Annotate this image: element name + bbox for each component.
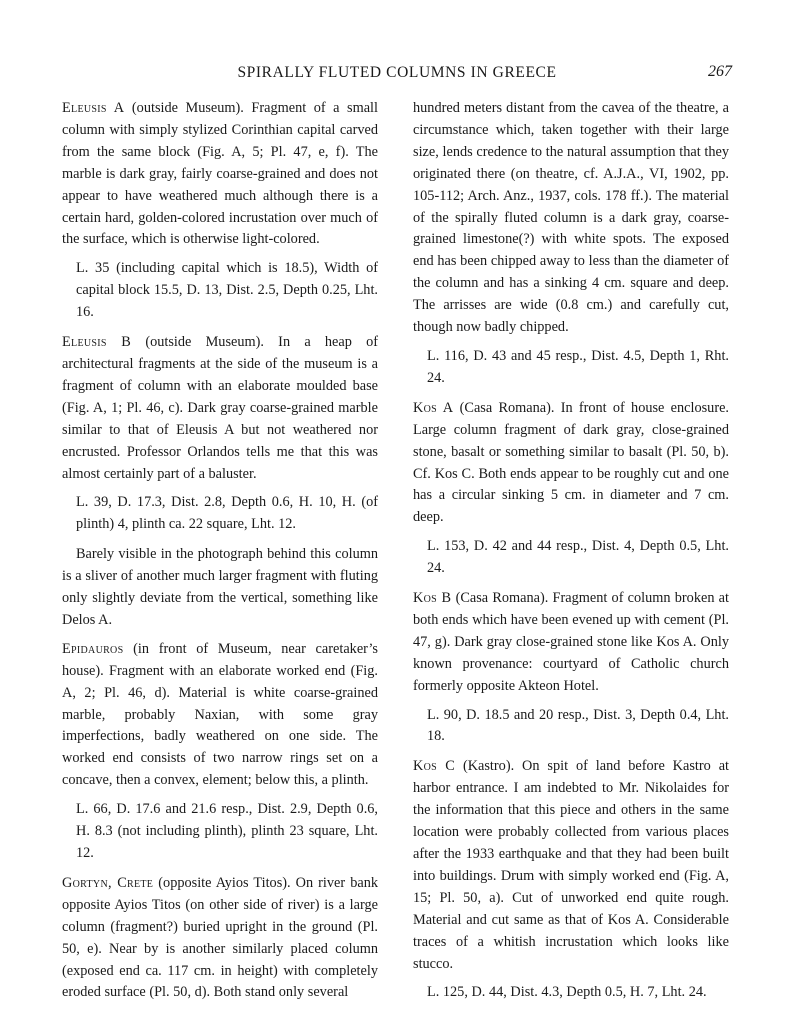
entry-heading: Kos B bbox=[413, 590, 452, 607]
measurements-kos-a: L. 153, D. 42 and 44 resp., Dist. 4, Depth 0.5, Lht. 24. bbox=[427, 538, 729, 577]
entry-heading: Eleusis B bbox=[62, 334, 132, 351]
entry-eleusis-a bbox=[62, 98, 378, 251]
entry-text: (outside Museum). Fragment of a small column with simply stylized Corinthian capital carved from the same block (Fig. A, 5; Pl. 47, e, f). The marble is dark gray, fairly coarse-grained and does not appear to have weathered much although there is a certain hard, golden-colored incrustation over much of the surface, which is otherwise light-colored. bbox=[62, 100, 378, 248]
entry-kos-c bbox=[413, 756, 729, 975]
entry-text: (outside Museum). In a heap of architectural fragments at the side of the museum is a fragment of column with an elaborate moulded base (Fig. A, 1; Pl. 46, c). Dark gray coarse-grained marble similar to that of Eleusis A but not weathered nor encrusted. Professor Orlandos tells me that this was almost certainly part of a baluster. bbox=[62, 334, 378, 482]
entry-text: (in front of Museum, near caretaker’s house). Fragment with an elaborate worked end (Fig. A, 2; Pl. 46, d). Material is white coarse-grained marble, probably Naxian, with some gray imperfections, badly weathered on one side. The worked end consists of two narrow rings set on a concave, then a convex, element; below this, a plinth. bbox=[62, 640, 378, 789]
entry-epidauros bbox=[62, 639, 378, 792]
entry-heading: Eleusis A bbox=[62, 100, 125, 116]
running-head bbox=[62, 62, 732, 86]
left-column bbox=[62, 98, 378, 1011]
entry-gortyn bbox=[62, 873, 378, 1004]
entry-text: (opposite Ayios Titos). On river bank opposite Ayios Titos (on other side of river) is a large column (fragment?) buried upright in the ground (Pl. 50, e). Near by is another similarly placed column (exposed end ca. 117 cm. in height) with completely eroded surface (Pl. 50, d). Both stand only several bbox=[62, 874, 378, 1001]
entry-heading: Gortyn, Crete bbox=[62, 874, 154, 891]
entry-text: (Kastro). On spit of land before Kastro at harbor entrance. I am indebted to Mr. Nikolaides for the information that this piece and others in the same location were probably collected from various places after the 1933 earthquake and that they had been built into buildings. Drum with simply worked end (Fig. A, 15; Pl. 50, a). Cut of unworked end quite rough. Material and cut same as that of Kos A. Considerable traces of a whitish incrustation which looks like stucco. bbox=[413, 758, 730, 972]
entry-kos-a bbox=[413, 398, 729, 529]
entry-heading: Epidauros bbox=[62, 640, 124, 657]
entry-kos-b bbox=[413, 588, 729, 698]
entry-text: (Casa Romana). Fragment of column broken at both ends which have been evened up with cement (Pl. 47, g). Dark gray close-grained stone like Kos A. Only known provenance: courtyard of Catholic church formerly opposite Akteon Hotel. bbox=[413, 590, 729, 694]
measurements-gortyn: L. 116, D. 43 and 45 resp., Dist. 4.5, Depth 1, Rht. 24. bbox=[427, 347, 729, 386]
running-title: SPIRALLY FLUTED COLUMNS IN GREECE bbox=[237, 64, 557, 81]
measurements-epidauros: L. 66, D. 17.6 and 21.6 resp., Dist. 2.9, Depth 0.6, H. 8.3 (not including plinth), plinth 23 square, Lht. 12. bbox=[76, 801, 378, 861]
page-number: 267 bbox=[708, 63, 732, 80]
measurements-kos-c: L. 125, D. 44, Dist. 4.3, Depth 0.5, H. 7, Lht. 24. bbox=[427, 984, 707, 1001]
entry-heading: Kos C bbox=[413, 758, 456, 775]
note-eleusis-b: Barely visible in the photograph behind this column is a sliver of another much larger fragment with fluting only slightly deviate from the vertical, something like Delos A. bbox=[62, 546, 378, 628]
entry-eleusis-b bbox=[62, 332, 378, 485]
measurements-eleusis-a: L. 35 (including capital which is 18.5), Width of capital block 15.5, D. 13, Dist. 2.5, Depth 0.25, Lht. 16. bbox=[76, 260, 378, 321]
entry-gortyn-continued: hundred meters distant from the cavea of the theatre, a circumstance which, taken together with their large size, lends credence to the natural assumption that they originated there (on theatre, cf. A.J.A., VI, 1902, pp. 105-112; Arch. Anz., 1937, cols. 178 ff.). The material of the spirally fluted column is a dark gray, coarse-grained limestone(?) with white spots. The exposed end has been chipped away to less than the diameter of the column and has a sinking 4 cm. square and deep. The arrisses are wide (0.8 cm.) and carefully cut, though now badly chipped. bbox=[413, 100, 729, 336]
right-column bbox=[413, 98, 729, 1012]
entry-heading: Kos A bbox=[413, 399, 454, 416]
measurements-eleusis-b: L. 39, D. 17.3, Dist. 2.8, Depth 0.6, H. 10, H. (of plinth) 4, plinth ca. 22 square, Lht. 12. bbox=[76, 494, 378, 533]
measurements-kos-b: L. 90, D. 18.5 and 20 resp., Dist. 3, Depth 0.4, Lht. 18. bbox=[427, 706, 729, 745]
entry-text: (Casa Romana). In front of house enclosure. Large column fragment of dark gray, close-grained stone, basalt or something similar to basalt (Pl. 50, b). Cf. Kos C. Both ends appear to be roughly cut and one has a circular sinking 5 cm. in diameter and 7 cm. deep. bbox=[413, 399, 730, 526]
